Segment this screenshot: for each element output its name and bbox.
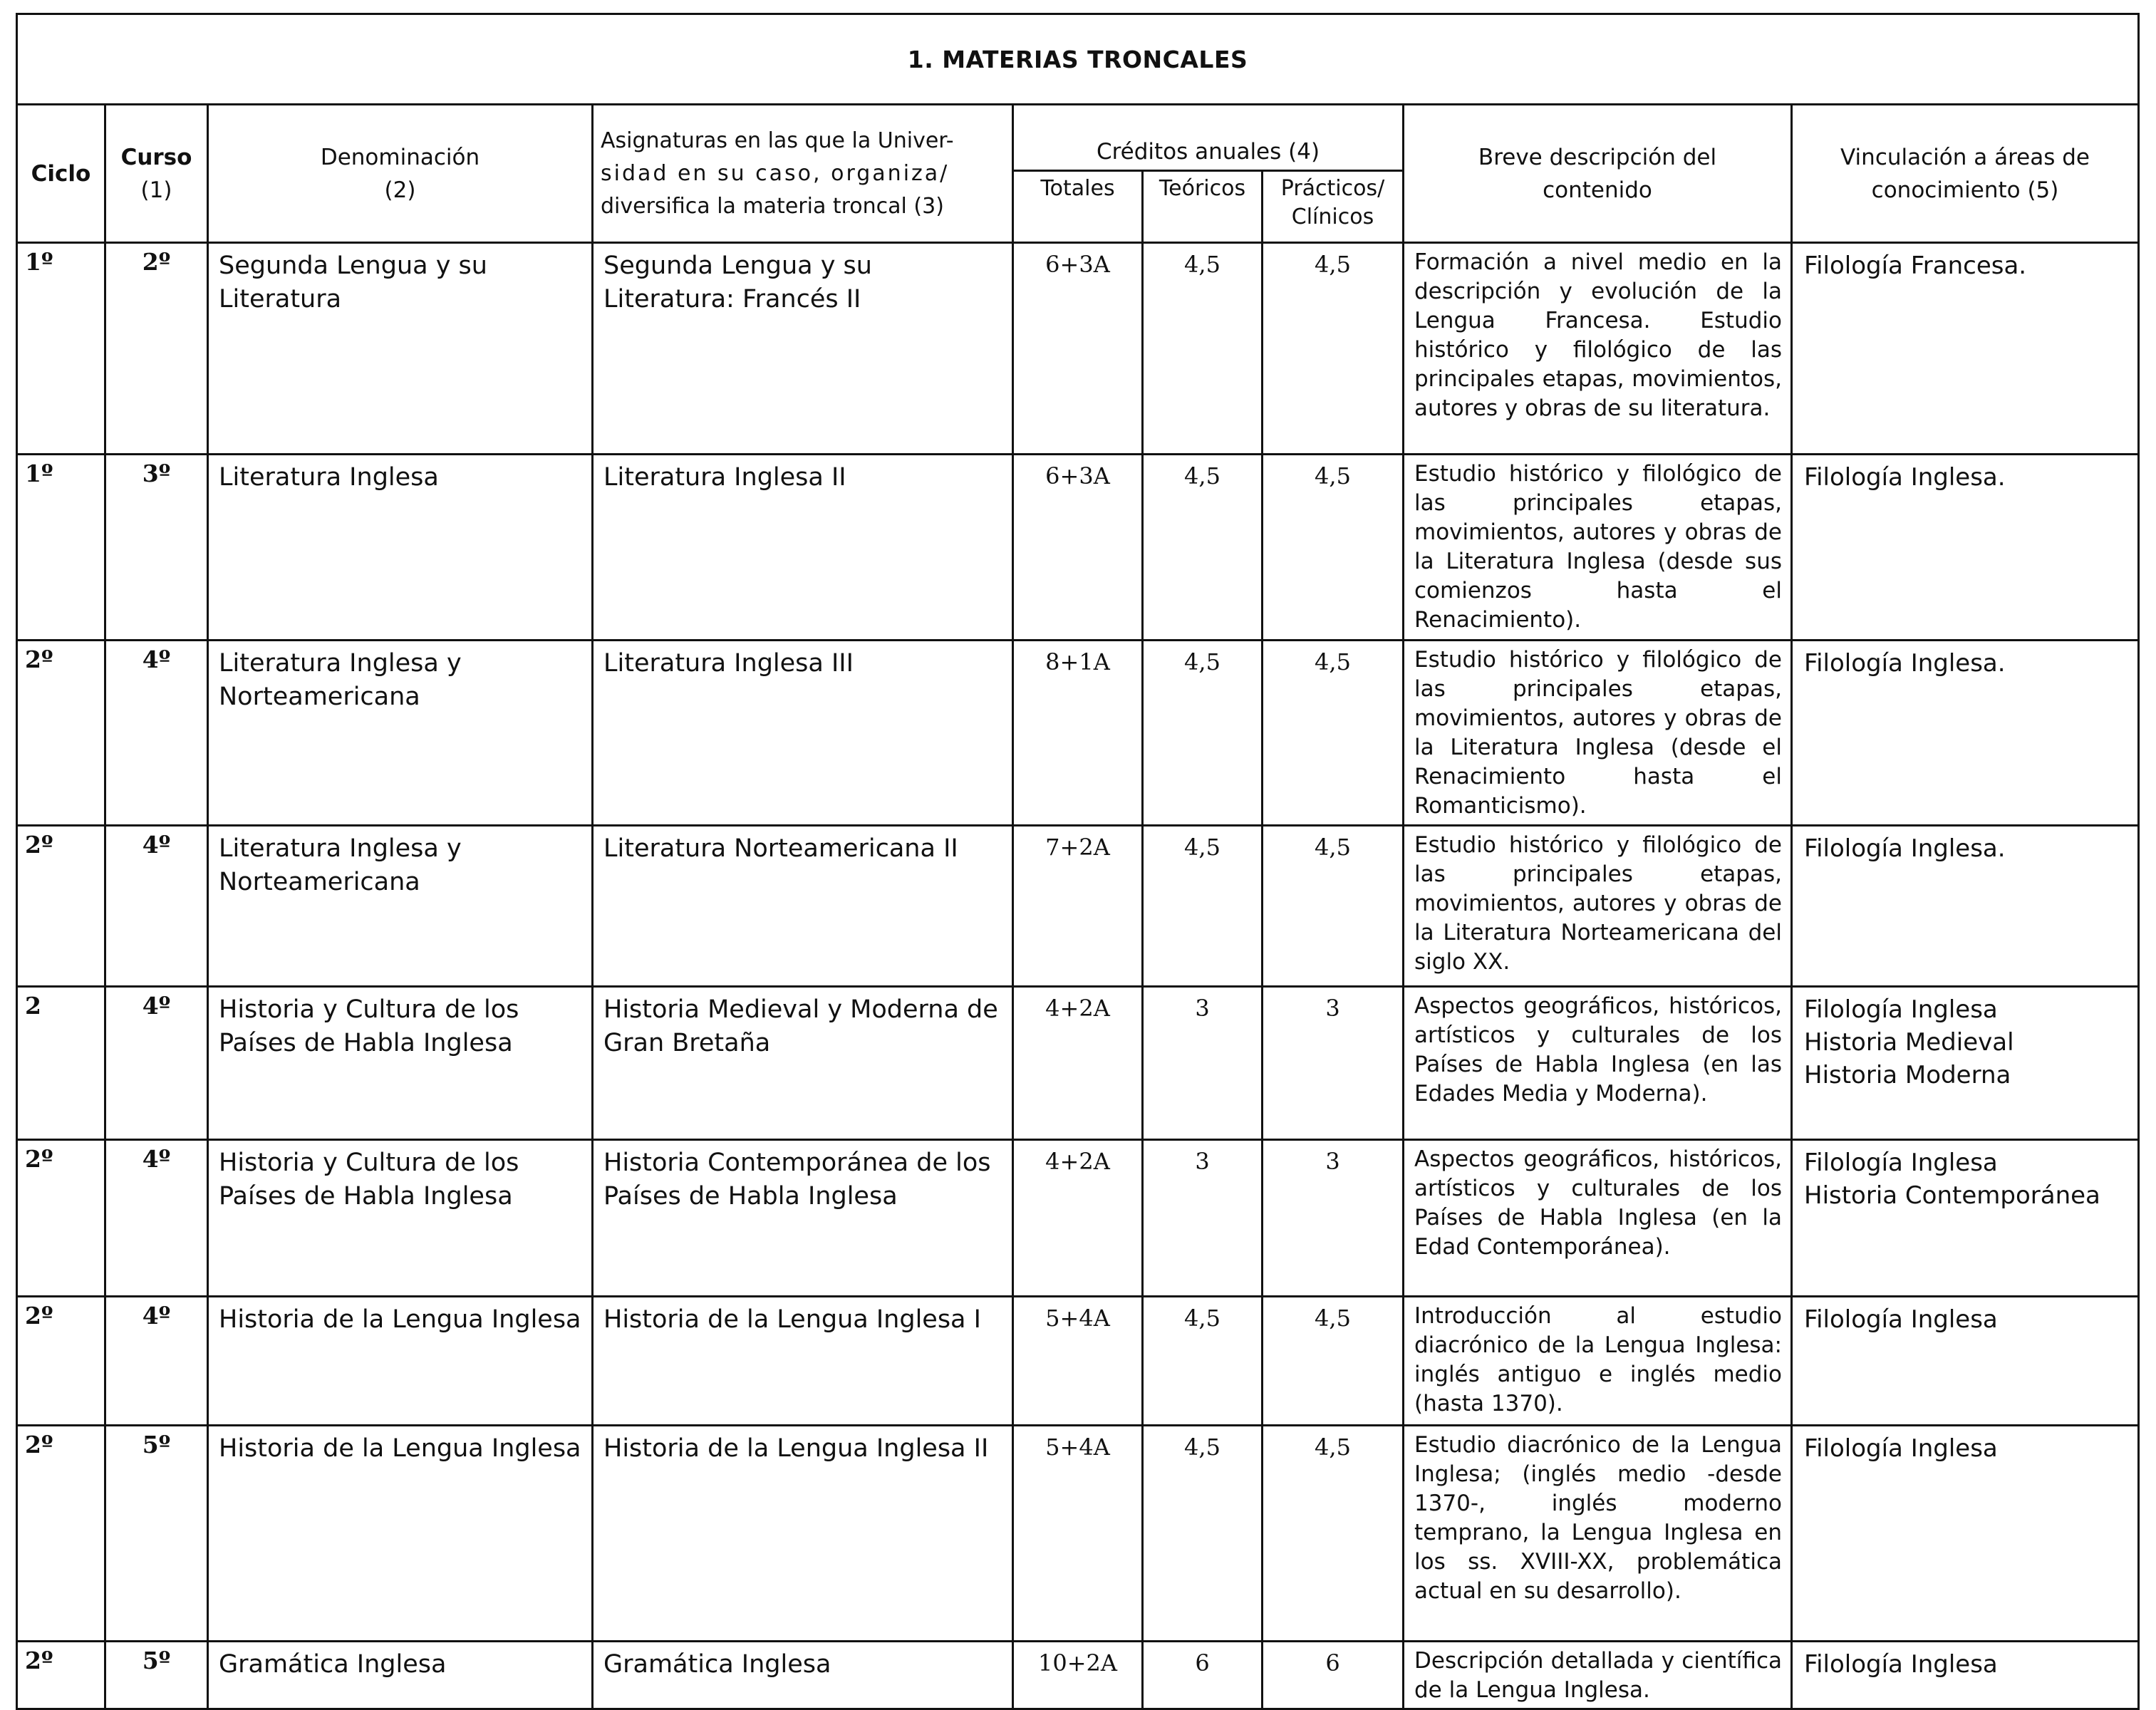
descripcion-cell: Estudio histórico y filológico de las principales etapas, movimientos, autores y obras de la Literatura Norteamericana del siglo XX.	[1404, 826, 1792, 987]
vinculacion-cell	[1792, 987, 2139, 1140]
teoricos-cell: 4,5	[1143, 1297, 1263, 1426]
header-descripcion-line1: Breve descripción del	[1478, 144, 1717, 170]
curso-cell: 5º	[105, 1642, 208, 1709]
practicos-cell: 4,5	[1263, 243, 1404, 455]
totales-cell: 4+2A	[1013, 1140, 1143, 1297]
teoricos-cell: 4,5	[1143, 826, 1263, 987]
header-denominacion	[208, 105, 593, 243]
curso-cell: 4º	[105, 826, 208, 987]
practicos-cell: 4,5	[1263, 826, 1404, 987]
table-row	[17, 1140, 2139, 1297]
table-row	[17, 243, 2139, 455]
curso-cell: 4º	[105, 1297, 208, 1426]
teoricos-cell: 6	[1143, 1642, 1263, 1709]
totales-cell: 8+1A	[1013, 641, 1143, 826]
table-row	[17, 1426, 2139, 1642]
header-practicos-line1: Prácticos/	[1280, 176, 1385, 201]
vinculacion-line: Filología Inglesa	[1804, 995, 1998, 1024]
vinculacion-cell: Filología Inglesa	[1792, 1297, 2139, 1426]
header-descripcion	[1404, 105, 1792, 243]
header-vinculacion-line1: Vinculación a áreas de	[1840, 144, 2090, 170]
asignatura-cell: Historia Medieval y Moderna de Gran Bretaña	[593, 987, 1013, 1140]
ciclo-cell: 2º	[17, 1297, 105, 1426]
totales-cell: 7+2A	[1013, 826, 1143, 987]
descripcion-cell: Aspectos geográficos, históricos, artísticos y culturales de los Países de Habla Inglesa (en la Edad Contemporánea).	[1404, 1140, 1792, 1297]
descripcion-cell: Aspectos geográficos, históricos, artísticos y culturales de los Países de Habla Inglesa (en las Edades Media y Moderna).	[1404, 987, 1792, 1140]
ciclo-cell: 1º	[17, 455, 105, 641]
header-descripcion-line2: contenido	[1543, 177, 1652, 203]
practicos-cell: 4,5	[1263, 641, 1404, 826]
header-totales: Totales	[1013, 171, 1143, 243]
header-denominacion-line2: (2)	[384, 177, 416, 203]
totales-cell: 6+3A	[1013, 243, 1143, 455]
header-practicos-line2: Clínicos	[1291, 204, 1374, 229]
asignatura-cell: Gramática Inglesa	[593, 1642, 1013, 1709]
vinculacion-cell: Filología Inglesa	[1792, 1642, 2139, 1709]
vinculacion-cell: Filología Inglesa	[1792, 1426, 2139, 1642]
ciclo-cell: 2º	[17, 641, 105, 826]
denominacion-cell: Historia y Cultura de los Países de Habla Inglesa	[208, 987, 593, 1140]
teoricos-cell: 4,5	[1143, 243, 1263, 455]
ciclo-cell: 2º	[17, 1140, 105, 1297]
asignatura-cell: Literatura Inglesa II	[593, 455, 1013, 641]
practicos-cell: 6	[1263, 1642, 1404, 1709]
vinculacion-line: Historia Contemporánea	[1804, 1181, 2100, 1210]
header-vinculacion	[1792, 105, 2139, 243]
practicos-cell: 4,5	[1263, 455, 1404, 641]
vinculacion-cell: Filología Inglesa.	[1792, 826, 2139, 987]
table-row	[17, 641, 2139, 826]
practicos-cell: 4,5	[1263, 1426, 1404, 1642]
practicos-cell: 3	[1263, 1140, 1404, 1297]
header-creditos: Créditos anuales (4)	[1013, 105, 1404, 171]
totales-cell: 5+4A	[1013, 1426, 1143, 1642]
header-curso	[105, 105, 208, 243]
header-vinculacion-line2: conocimiento (5)	[1871, 177, 2059, 203]
practicos-cell: 3	[1263, 987, 1404, 1140]
totales-cell: 4+2A	[1013, 987, 1143, 1140]
teoricos-cell: 4,5	[1143, 455, 1263, 641]
teoricos-cell: 3	[1143, 987, 1263, 1140]
teoricos-cell: 4,5	[1143, 641, 1263, 826]
denominacion-cell: Historia de la Lengua Inglesa	[208, 1297, 593, 1426]
table-title: 1. MATERIAS TRONCALES	[17, 14, 2139, 105]
curso-cell: 4º	[105, 641, 208, 826]
ciclo-cell: 2º	[17, 1642, 105, 1709]
vinculacion-line: Historia Moderna	[1804, 1061, 2011, 1089]
descripcion-cell: Introducción al estudio diacrónico de la Lengua Inglesa: inglés antiguo e inglés medio (hasta 1370).	[1404, 1297, 1792, 1426]
descripcion-cell: Estudio histórico y filológico de las principales etapas, movimientos, autores y obras de la Literatura Inglesa (desde sus comienzos hasta el Renacimiento).	[1404, 455, 1792, 641]
asignatura-cell: Historia de la Lengua Inglesa II	[593, 1426, 1013, 1642]
ciclo-cell: 2º	[17, 1426, 105, 1642]
header-asignaturas-line1: Asignaturas en las que la Univer-	[601, 128, 954, 153]
vinculacion-line: Historia Medieval	[1804, 1028, 2014, 1057]
table-row	[17, 455, 2139, 641]
header-row-1	[17, 105, 2139, 171]
denominacion-cell: Literatura Inglesa y Norteamericana	[208, 641, 593, 826]
denominacion-cell: Literatura Inglesa y Norteamericana	[208, 826, 593, 987]
ciclo-cell: 2º	[17, 826, 105, 987]
denominacion-cell: Historia y Cultura de los Países de Habla Inglesa	[208, 1140, 593, 1297]
descripcion-cell: Estudio histórico y filológico de las principales etapas, movimientos, autores y obras de la Literatura Inglesa (desde el Renacimiento hasta el Romanticismo).	[1404, 641, 1792, 826]
ciclo-cell: 2	[17, 987, 105, 1140]
descripcion-cell: Descripción detallada y científica de la Lengua Inglesa.	[1404, 1642, 1792, 1709]
vinculacion-cell: Filología Inglesa.	[1792, 641, 2139, 826]
curso-cell: 3º	[105, 455, 208, 641]
ciclo-cell: 1º	[17, 243, 105, 455]
descripcion-cell: Formación a nivel medio en la descripción y evolución de la Lengua Francesa. Estudio histórico y filológico de las principales etapas, movimientos, autores y obras de su literatura.	[1404, 243, 1792, 455]
denominacion-cell: Historia de la Lengua Inglesa	[208, 1426, 593, 1642]
table-row	[17, 1297, 2139, 1426]
header-teoricos: Teóricos	[1143, 171, 1263, 243]
descripcion-cell: Estudio diacrónico de la Lengua Inglesa; (inglés medio -desde 1370-, inglés moderno temprano, la Lengua Inglesa en los ss. XVIII-XX, problemática actual en su desarrollo).	[1404, 1426, 1792, 1642]
curso-cell: 2º	[105, 243, 208, 455]
vinculacion-cell: Filología Inglesa.	[1792, 455, 2139, 641]
table-row	[17, 987, 2139, 1140]
header-curso-line2: (1)	[140, 177, 172, 203]
asignatura-cell: Historia Contemporánea de los Países de Habla Inglesa	[593, 1140, 1013, 1297]
title-row	[17, 14, 2139, 105]
vinculacion-line: Filología Inglesa	[1804, 1149, 1998, 1177]
header-ciclo: Ciclo	[17, 105, 105, 243]
totales-cell: 6+3A	[1013, 455, 1143, 641]
document-page	[16, 13, 2137, 1703]
totales-cell: 5+4A	[1013, 1297, 1143, 1426]
asignatura-cell: Literatura Inglesa III	[593, 641, 1013, 826]
curso-cell: 5º	[105, 1426, 208, 1642]
practicos-cell: 4,5	[1263, 1297, 1404, 1426]
header-asignaturas	[593, 105, 1013, 243]
curso-cell: 4º	[105, 987, 208, 1140]
header-denominacion-line1: Denominación	[320, 144, 480, 170]
denominacion-cell: Gramática Inglesa	[208, 1642, 593, 1709]
vinculacion-cell	[1792, 1140, 2139, 1297]
teoricos-cell: 3	[1143, 1140, 1263, 1297]
header-practicos	[1263, 171, 1404, 243]
denominacion-cell: Literatura Inglesa	[208, 455, 593, 641]
materias-troncales-table	[16, 13, 2140, 1710]
curso-cell: 4º	[105, 1140, 208, 1297]
header-asignaturas-line2: sidad en su caso, organiza/	[601, 160, 950, 186]
asignatura-cell: Segunda Lengua y su Literatura: Francés II	[593, 243, 1013, 455]
header-curso-line1: Curso	[120, 144, 192, 170]
totales-cell: 10+2A	[1013, 1642, 1143, 1709]
denominacion-cell: Segunda Lengua y su Literatura	[208, 243, 593, 455]
asignatura-cell: Literatura Norteamericana II	[593, 826, 1013, 987]
table-row	[17, 826, 2139, 987]
header-asignaturas-line3: diversifica la materia troncal (3)	[601, 193, 944, 219]
teoricos-cell: 4,5	[1143, 1426, 1263, 1642]
vinculacion-cell: Filología Francesa.	[1792, 243, 2139, 455]
asignatura-cell: Historia de la Lengua Inglesa I	[593, 1297, 1013, 1426]
